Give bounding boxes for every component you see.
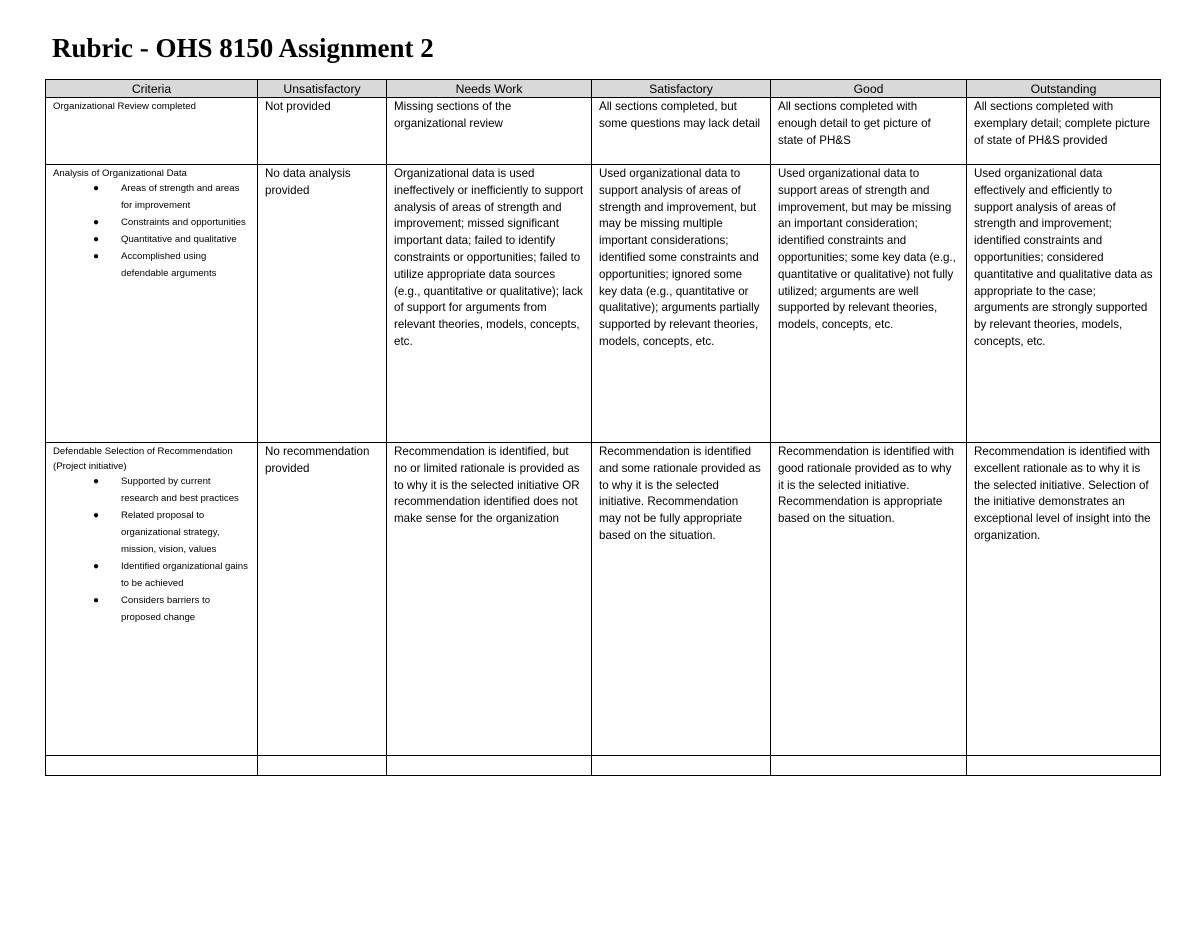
criteria-list-item	[93, 181, 250, 215]
criteria-title: Organizational Review completed	[53, 101, 196, 112]
header-unsatisfactory: Unsatisfactory	[258, 80, 387, 98]
criteria-list-item	[93, 249, 250, 283]
bullet-icon: ●	[93, 594, 100, 606]
empty-cell	[46, 756, 258, 776]
criteria-list-item	[93, 559, 250, 593]
rubric-table	[45, 79, 1161, 776]
criteria-item-text: Accomplished using defendable arguments	[121, 250, 217, 279]
criteria-title: Analysis of Organizational Data	[53, 168, 187, 179]
empty-table-row	[46, 756, 1161, 776]
criteria-title: Defendable Selection of Recommendation (Project initiative)	[53, 446, 233, 473]
bullet-icon: ●	[93, 183, 100, 195]
rating-cell-outstanding: Used organizational data effectively and efficiently to support analysis of areas of strength and improvement; identified constraints and opportunities; considered quantitative and qualitative data as appropriate to the case; arguments are strongly supported by relevant theories, models, concepts, etc.	[967, 165, 1161, 443]
bullet-icon: ●	[93, 233, 100, 245]
rating-cell-outstanding: All sections completed with exemplary detail; complete picture of state of PH&S provided	[967, 98, 1161, 165]
rating-cell-outstanding: Recommendation is identified with excellent rationale as to why it is the selected initiative. Selection of the initiative demonstrates an exceptional level of insight into the organization.	[967, 443, 1161, 756]
criteria-list-item	[93, 232, 250, 249]
rating-cell-good: Used organizational data to support areas of strength and improvement, but may be missing an important consideration; identified constraints and opportunities; some key data (e.g., quantitative or qualitative) not fully utilized; arguments are well supported by relevant theories, models, concepts, etc.	[771, 165, 967, 443]
criteria-list-item	[93, 474, 250, 508]
rating-cell-satisfactory: Used organizational data to support analysis of areas of strength and improvement, but may be missing multiple important considerations; identified some constraints and opportunities; ignored some key data (e.g., quantitative or qualitative); arguments partially supported by relevant theories, models, concepts, etc.	[592, 165, 771, 443]
criteria-cell	[46, 443, 258, 756]
empty-cell	[387, 756, 592, 776]
rating-cell-satisfactory: Recommendation is identified and some rationale provided as to why it is the selected initiative. Recommendation may not be fully appropriate based on the situation.	[592, 443, 771, 756]
rating-cell-unsatisfactory: No recommendation provided	[258, 443, 387, 756]
bullet-icon: ●	[93, 510, 100, 522]
bullet-icon: ●	[93, 560, 100, 572]
header-good: Good	[771, 80, 967, 98]
rating-cell-unsatisfactory: Not provided	[258, 98, 387, 165]
header-criteria: Criteria	[46, 80, 258, 98]
table-row	[46, 98, 1161, 165]
criteria-list-item	[93, 593, 250, 627]
header-row	[46, 80, 1161, 98]
criteria-item-text: Supported by current research and best practices	[121, 476, 239, 505]
empty-cell	[967, 756, 1161, 776]
criteria-item-text: Areas of strength and areas for improvement	[121, 183, 240, 212]
header-satisfactory: Satisfactory	[592, 80, 771, 98]
header-needs-work: Needs Work	[387, 80, 592, 98]
empty-cell	[258, 756, 387, 776]
criteria-cell	[46, 165, 258, 443]
header-outstanding: Outstanding	[967, 80, 1161, 98]
criteria-list-item	[93, 508, 250, 559]
document-title: Rubric - OHS 8150 Assignment 2	[52, 33, 434, 63]
criteria-list	[53, 181, 250, 282]
criteria-item-text: Constraints and opportunities	[121, 217, 246, 229]
criteria-item-text: Considers barriers to proposed change	[121, 594, 211, 623]
criteria-cell	[46, 98, 258, 165]
table-row	[46, 443, 1161, 756]
criteria-list-item	[93, 215, 250, 232]
bullet-icon: ●	[93, 250, 100, 262]
rating-cell-good: Recommendation is identified with good rationale provided as to why it is the selected initiative. Recommendation is appropriate based on the situation.	[771, 443, 967, 756]
rating-cell-needs-work: Organizational data is used ineffectively or inefficiently to support analysis of areas of strength and improvement; missed significant important data; failed to identify constraints or opportunities; failed to utilize appropriate data sources (e.g., quantitative or qualitative); lack of support for arguments from relevant theories, models, concepts, etc.	[387, 165, 592, 443]
criteria-list	[53, 474, 250, 626]
empty-cell	[592, 756, 771, 776]
criteria-item-text: Quantitative and qualitative	[121, 233, 237, 245]
criteria-item-text: Related proposal to organizational strategy, mission, vision, values	[121, 510, 220, 556]
rating-cell-satisfactory: All sections completed, but some questions may lack detail	[592, 98, 771, 165]
rating-cell-unsatisfactory: No data analysis provided	[258, 165, 387, 443]
bullet-icon: ●	[93, 476, 100, 488]
criteria-item-text: Identified organizational gains to be achieved	[121, 560, 248, 589]
rating-cell-needs-work: Recommendation is identified, but no or limited rationale is provided as to why it is the selected initiative OR recommendation identified does not make sense for the organization	[387, 443, 592, 756]
rating-cell-good: All sections completed with enough detail to get picture of state of PH&S	[771, 98, 967, 165]
empty-cell	[771, 756, 967, 776]
table-row	[46, 165, 1161, 443]
bullet-icon: ●	[93, 217, 100, 229]
rating-cell-needs-work: Missing sections of the organizational review	[387, 98, 592, 165]
